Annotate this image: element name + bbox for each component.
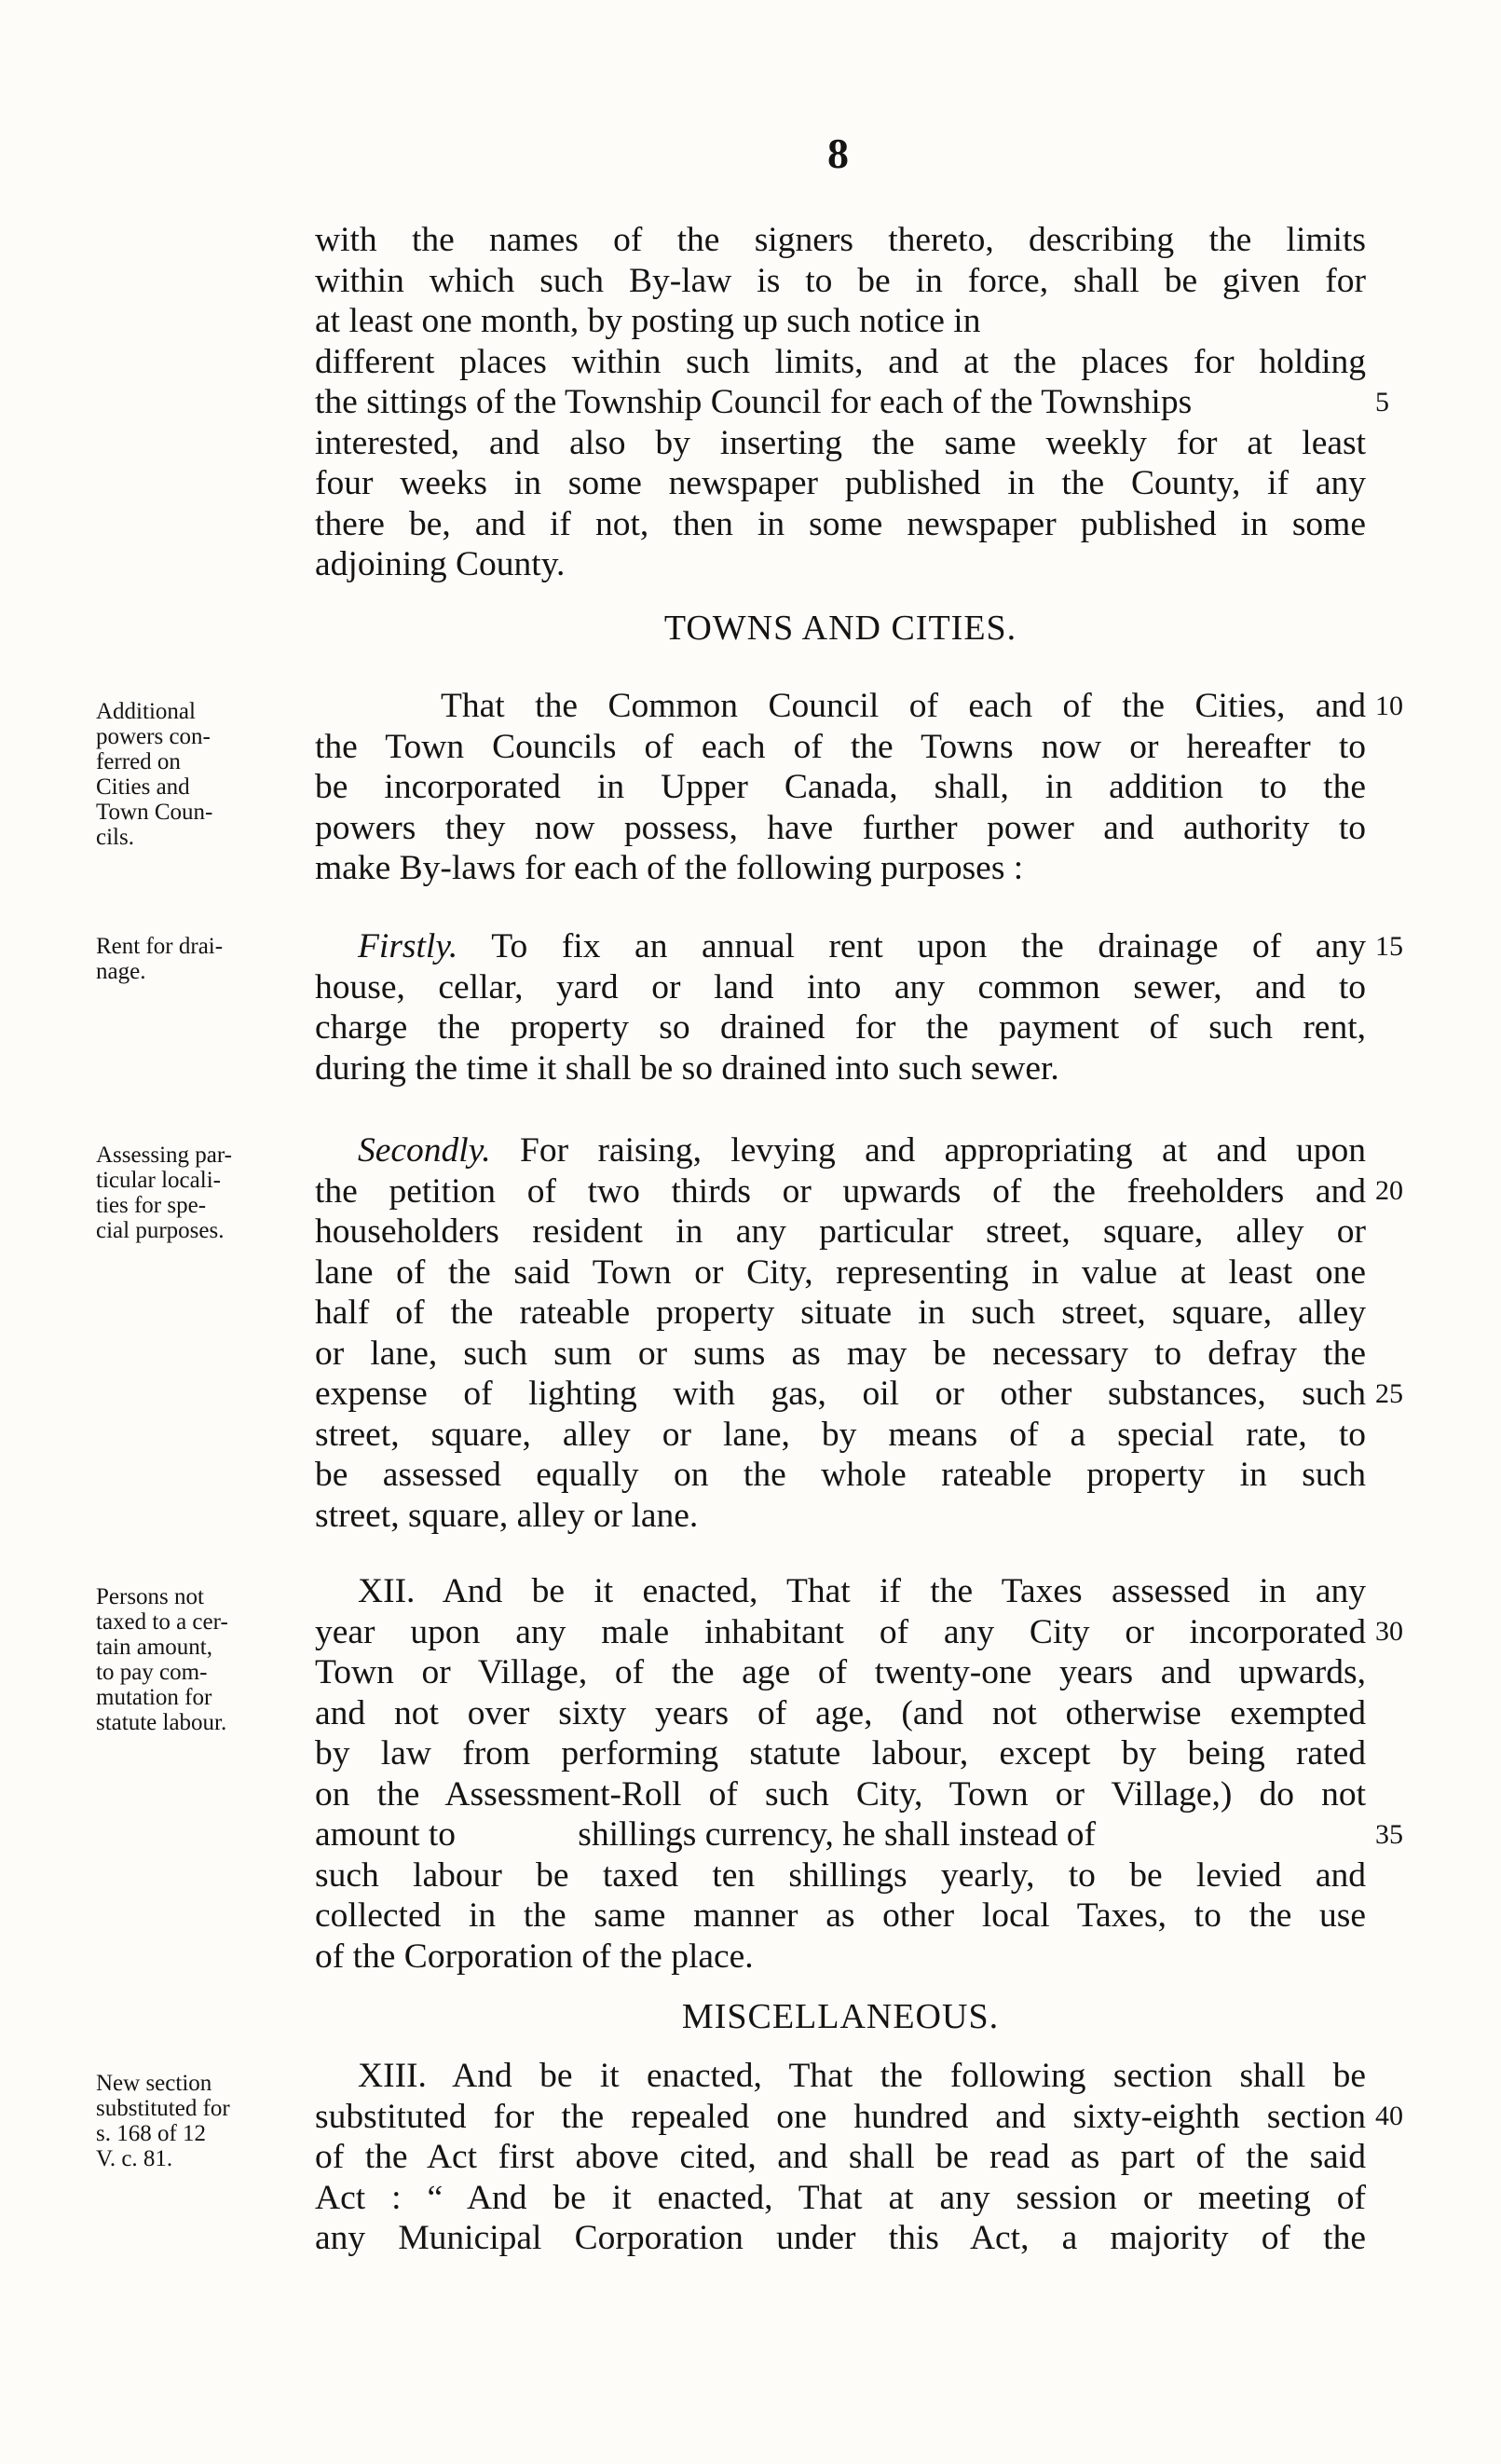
- text-line: year upon any male inhabitant of any City or incorporated: [315, 1612, 1366, 1651]
- line-number: 25: [1375, 1378, 1403, 1409]
- text-line: XIII. And be it enacted, That the following section shall be: [358, 2057, 1366, 2095]
- heading-miscellaneous: MISCELLANEOUS.: [681, 1997, 1000, 2036]
- text-line: be incorporated in Upper Canada, shall, in addition to the: [315, 768, 1366, 806]
- heading-towns-and-cities: TOWNS AND CITIES.: [663, 609, 1017, 648]
- line-number: 10: [1375, 691, 1403, 721]
- text-line: during the time it shall be so drained into such sewer.: [315, 1048, 1059, 1088]
- text-line: Act : “ And be it enacted, That at any session or meeting of: [315, 2178, 1366, 2217]
- line-number: 30: [1375, 1616, 1403, 1647]
- text-line: adjoining County.: [315, 545, 566, 583]
- text-line: at least one month, by posting up such notice in: [315, 302, 981, 340]
- text-line: amount to shillings currency, he shall instead of: [315, 1815, 1097, 1854]
- text-line: and not over sixty years of age, (and not otherwise exempted: [315, 1693, 1366, 1732]
- text-line: different places within such limits, and at the places for holding: [315, 342, 1366, 381]
- line-number: 40: [1375, 2101, 1403, 2131]
- text-line: or lane, such sum or sums as may be necessary to defray the: [315, 1334, 1366, 1373]
- section-xiii-paragraph: [315, 2056, 1366, 2259]
- text-line: make By-laws for each of the following purposes :: [315, 849, 1024, 887]
- lead-word: Firstly.: [358, 927, 458, 965]
- text-line: by law from performing statute labour, except by being rated: [315, 1734, 1366, 1773]
- text-line: with the names of the signers thereto, describing the limits: [315, 221, 1366, 259]
- text-line: the sittings of the Township Council for each of the Townships: [315, 383, 1193, 421]
- text-line: householders resident in any particular street, square, alley or: [315, 1212, 1366, 1251]
- text-line: That the Common Council of each of the Cities, and: [441, 687, 1366, 725]
- text-line: Secondly. For raising, levying and appropriating at and upon: [358, 1131, 1366, 1170]
- text-line: expense of lighting with gas, oil or other substances, such: [315, 1375, 1366, 1413]
- drainage-paragraph: [315, 926, 1366, 1088]
- text-line: street, square, alley or lane, by means of a special rate, to: [315, 1415, 1366, 1454]
- text-line: collected in the same manner as other local Taxes, to the use: [315, 1896, 1366, 1935]
- line-number: 5: [1375, 387, 1389, 418]
- text-line: there be, and if not, then in some newspaper published in some: [315, 504, 1366, 543]
- text-line: substituted for the repealed one hundred and sixty-eighth section: [315, 2097, 1366, 2136]
- text-line: powers they now possess, have further power and authority to: [315, 808, 1366, 847]
- line-number: 15: [1375, 931, 1403, 962]
- lead-word: Secondly.: [358, 1131, 491, 1170]
- text-line: any Municipal Corporation under this Act, a majority of the: [315, 2219, 1366, 2257]
- text-line: Firstly. To fix an annual rent upon the drainage of any: [358, 927, 1366, 965]
- powers-paragraph: [315, 686, 1366, 889]
- marginal-note-additional-powers: Additional powers con- ferred on Cities and Town Coun- cils.: [96, 699, 213, 850]
- marginal-note-new-section: New section substituted for s. 168 of 12 V. c. 81.: [96, 2071, 230, 2171]
- text-line: be assessed equally on the whole rateable property in such: [315, 1456, 1366, 1494]
- marginal-note-rent-for-drainage: Rent for drai- nage.: [96, 934, 224, 984]
- text-line: charge the property so drained for the payment of such rent,: [315, 1008, 1366, 1047]
- section-xii-paragraph: [315, 1571, 1366, 1977]
- line-number: 20: [1375, 1175, 1403, 1206]
- intro-paragraph: [315, 220, 1366, 585]
- text-line: interested, and also by inserting the same weekly for at least: [315, 423, 1366, 462]
- text-line: street, square, alley or lane.: [315, 1496, 699, 1535]
- text-line: the Town Councils of each of the Towns now or hereafter to: [315, 727, 1366, 766]
- text-line: XII. And be it enacted, That if the Taxes assessed in any: [358, 1572, 1366, 1610]
- text-line: Town or Village, of the age of twenty-one years and upwards,: [315, 1653, 1366, 1691]
- line-number: 35: [1375, 1819, 1403, 1850]
- page-number: 8: [827, 130, 849, 177]
- text-line: on the Assessment-Roll of such City, Town or Village,) do not: [315, 1774, 1366, 1814]
- text-line: lane of the said Town or City, representing in value at least one: [315, 1253, 1366, 1292]
- assessing-paragraph: [315, 1130, 1366, 1536]
- text-line: such labour be taxed ten shillings yearly, to be levied and: [315, 1855, 1366, 1895]
- marginal-note-persons-not-taxed: Persons not taxed to a cer- tain amount, to pay com- mutation for statute labour.: [96, 1584, 228, 1735]
- text-line: house, cellar, yard or land into any common sewer, and to: [315, 967, 1366, 1006]
- marginal-note-assessing: Assessing par- ticular locali- ties for spe- cial purposes.: [96, 1143, 233, 1243]
- text-line: the petition of two thirds or upwards of the freeholders and: [315, 1171, 1366, 1211]
- text-line: four weeks in some newspaper published in the County, if any: [315, 464, 1366, 502]
- text-line: of the Act first above cited, and shall be read as part of the said: [315, 2138, 1366, 2176]
- text-line: of the Corporation of the place.: [315, 1937, 754, 1976]
- text-line: half of the rateable property situate in such street, square, alley: [315, 1294, 1366, 1332]
- text-line: within which such By-law is to be in force, shall be given for: [315, 261, 1366, 300]
